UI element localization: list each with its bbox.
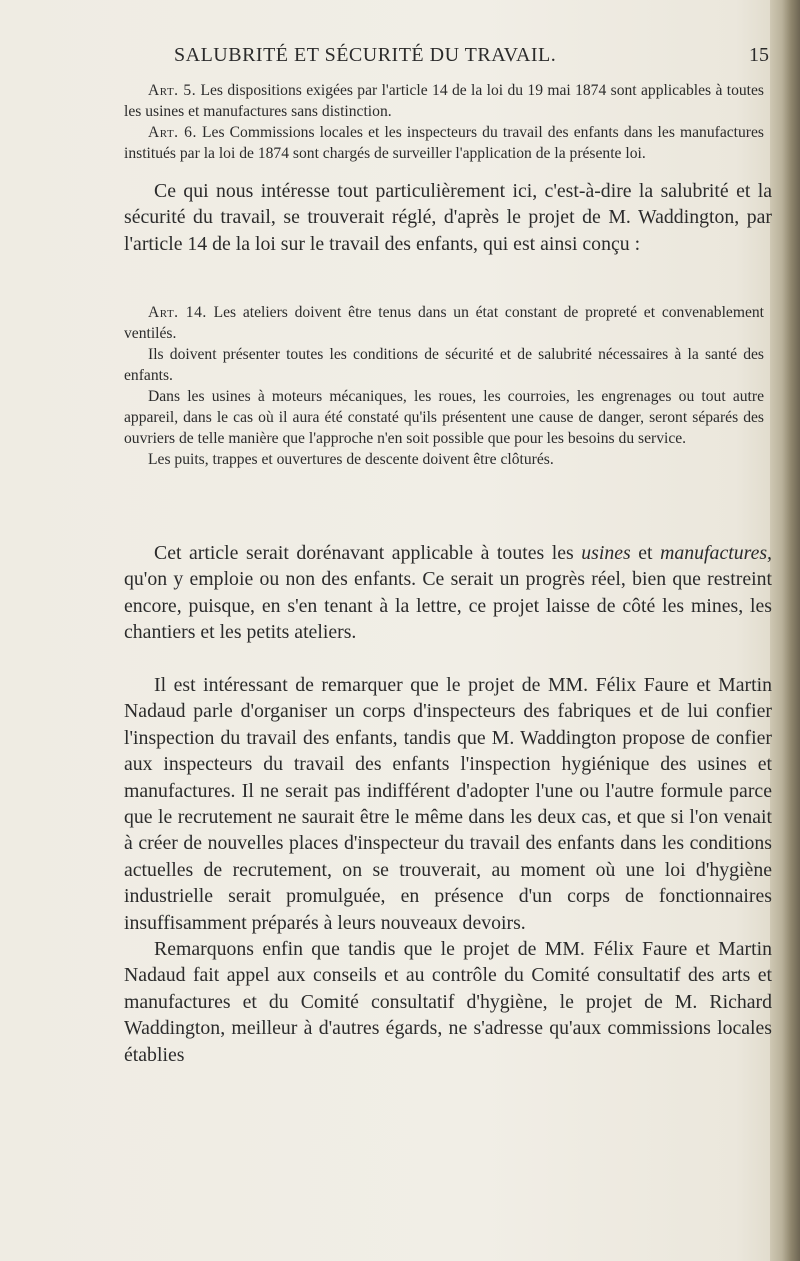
article-5 [124, 80, 764, 122]
paragraph-inspection [124, 672, 772, 1068]
paragraph-text: Remarquons enfin que tandis que le projet de MM. Félix Faure et Martin Nadaud fait appel aux conseils et au contrôle du Comité consultatif des arts et manufactures et du Comité consultatif d'hygiène, le projet de M. Richard Waddington, meilleur à d'autres égards, ne s'adresse qu'aux commissions locales établies [124, 938, 772, 1066]
emphasis-manufactures: manufactures, [660, 542, 772, 564]
text-span: Cet article serait dorénavant applicable à toutes les [154, 542, 582, 564]
paragraph-text: Il est intéressant de remarquer que le projet de MM. Félix Faure et Martin Nadaud parle d'organiser un corps d'inspecteurs des fabriques et de lui confier l'inspection du travail des enfants, tandis que M. Waddington propose de confier aux inspecteurs du travail des enfants l'inspection hygiénique des usines et manufactures. Il ne serait pas indifférent d'adopter l'une ou l'autre formule parce que le recrutement ne saurait être le même dans les deux cas, et que si l'on venait à créer de nouvelles places d'inspecteur du travail des enfants dans les conditions actuelles de recrutement, on se trouverait, au moment où une loi d'hygiène industrielle serait promulguée, en présence d'un corps de fonctionnaires insuffisamment préparés à leurs nouveaux devoirs. [124, 674, 772, 934]
article-14-block [124, 302, 764, 470]
paragraph-text: Ce qui nous intéresse tout particulièrement ici, c'est-à-dire la salubrité et la sécurité du travail, se trouverait réglé, d'après le projet de M. Waddington, par l'article 14 de la loi sur le travail des enfants, qui est ainsi conçu : [124, 180, 772, 255]
article-14-paragraph: Dans les usines à moteurs mécaniques, les roues, les courroies, les engrenages ou tout autre appareil, dans le cas où il aura été constaté qu'ils présentent une cause de danger, seront séparés des ouvriers de telle manière que l'approche n'en soit possible que pour les besoins du service. [124, 388, 764, 447]
text-span: et [630, 542, 661, 564]
law-articles-block [124, 80, 764, 164]
article-14 [124, 302, 764, 344]
page-edge [770, 0, 800, 1261]
running-header [124, 44, 779, 68]
paragraph-text [124, 540, 772, 646]
article-5-label: Art. 5. [148, 82, 197, 99]
paragraph-application [124, 540, 772, 646]
emphasis-usines: usines [581, 542, 631, 564]
article-14-label: Art. 14. [148, 304, 207, 321]
article-6-text: Les Commissions locales et les inspecteurs du travail des enfants dans les manufactures institués par la loi de 1874 sont chargés de surveiller l'application de la présente loi. [124, 124, 764, 162]
paragraph-intro [124, 178, 772, 257]
text-span: qu'on y emploie ou non des enfants. Ce serait un progrès réel, bien que restreint encore, puisque, en s'en tenant à la lettre, ce projet laisse de côté les mines, les chantiers et les petits ateliers. [124, 568, 772, 644]
page-number: 15 [749, 44, 769, 66]
article-14-text: Les ateliers doivent être tenus dans un état constant de propreté et convenablement ventilés. [124, 304, 765, 342]
article-14-paragraph: Ils doivent présenter toutes les conditions de sécurité et de salubrité nécessaires à la santé des enfants. [124, 346, 764, 384]
article-6 [124, 122, 764, 164]
running-title: SALUBRITÉ ET SÉCURITÉ DU TRAVAIL. [174, 44, 557, 66]
article-5-text: Les dispositions exigées par l'article 14 de la loi du 19 mai 1874 sont applicables à toutes les usines et manufactures sans distinction. [124, 82, 764, 120]
article-14-paragraph: Les puits, trappes et ouvertures de descente doivent être clôturés. [148, 451, 554, 468]
article-6-label: Art. 6. [148, 124, 197, 141]
